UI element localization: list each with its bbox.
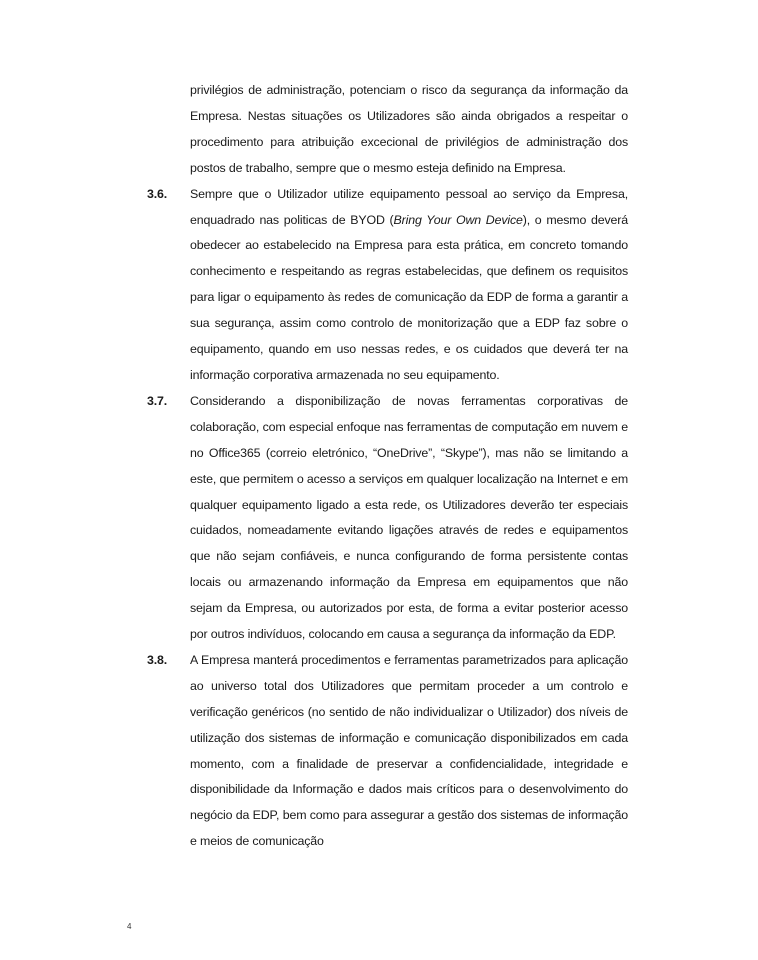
section-number: 3.7.	[147, 393, 168, 408]
section-3-6	[147, 182, 628, 389]
section-text-end: ), o mesmo deverá obedecer ao estabelecido na Empresa para esta prática, em concreto tomando conhecimento e respeitando as regras estabelecidas, que definem os requisitos para ligar o equipamento às redes de comunicação da EDP de forma a garantir a sua segurança, assim como controlo de monitorização que a EDP faz sobre o equipamento, quando em uso nessas redes, e os cuidados que deverá ter na informação corporativa armazenada no seu equipamento.	[190, 212, 628, 382]
section-number: 3.6.	[147, 186, 168, 201]
section-text	[190, 182, 628, 389]
continuation-paragraph	[190, 78, 628, 182]
continuation-text: privilégios de administração, potenciam o risco da segurança da informação da Empresa. Nestas situações os Utilizadores são ainda obrigados a respeitar o procedimento para atribuição excecional de privilégios de administração dos postos de trabalho, sempre que o mesmo esteja definido na Empresa.	[190, 83, 628, 175]
section-text-start: Sempre que o Utilizador utilize equipamento pessoal ao serviço da Empresa, enquadrado nas politicas de BYOD (	[190, 186, 628, 227]
document-body	[147, 78, 628, 855]
section-3-8	[147, 648, 628, 855]
section-text-italic: Bring Your Own Device	[393, 212, 523, 227]
section-text: Considerando a disponibilização de novas ferramentas corporativas de colaboração, com especial enfoque nas ferramentas de computação em nuvem e no Office365 (correio eletrónico, “OneDrive”, “Skype”), mas não se limitando a este, que permitem o acesso a serviços em qualquer localização na Internet e em qualquer equipamento ligado a esta rede, os Utilizadores deverão ter especiais cuidados, nomeadamente evitando ligações através de redes e equipamentos que não sejam confiáveis, e nunca configurando de forma persistente contas locais ou armazenando informação da Empresa em equipamentos que não sejam da Empresa, ou autorizados por esta, de forma a evitar posterior acesso por outros indivíduos, colocando em causa a segurança da informação da EDP.	[190, 393, 628, 642]
section-number: 3.8.	[147, 652, 168, 667]
section-text: A Empresa manterá procedimentos e ferramentas parametrizados para aplicação ao universo total dos Utilizadores que permitam proceder a um controlo e verificação genéricos (no sentido de não individualizar o Utilizador) dos níveis de utilização dos sistemas de informação e comunicação disponibilizados em cada momento, com a finalidade de preservar a confidencialidade, integridade e disponibilidade da Informação e dados mais críticos para o desenvolvimento do negócio da EDP, bem como para assegurar a gestão dos sistemas de informação e meios de comunicação	[190, 652, 628, 849]
page-number: 4	[127, 922, 132, 931]
section-3-7	[147, 389, 628, 648]
